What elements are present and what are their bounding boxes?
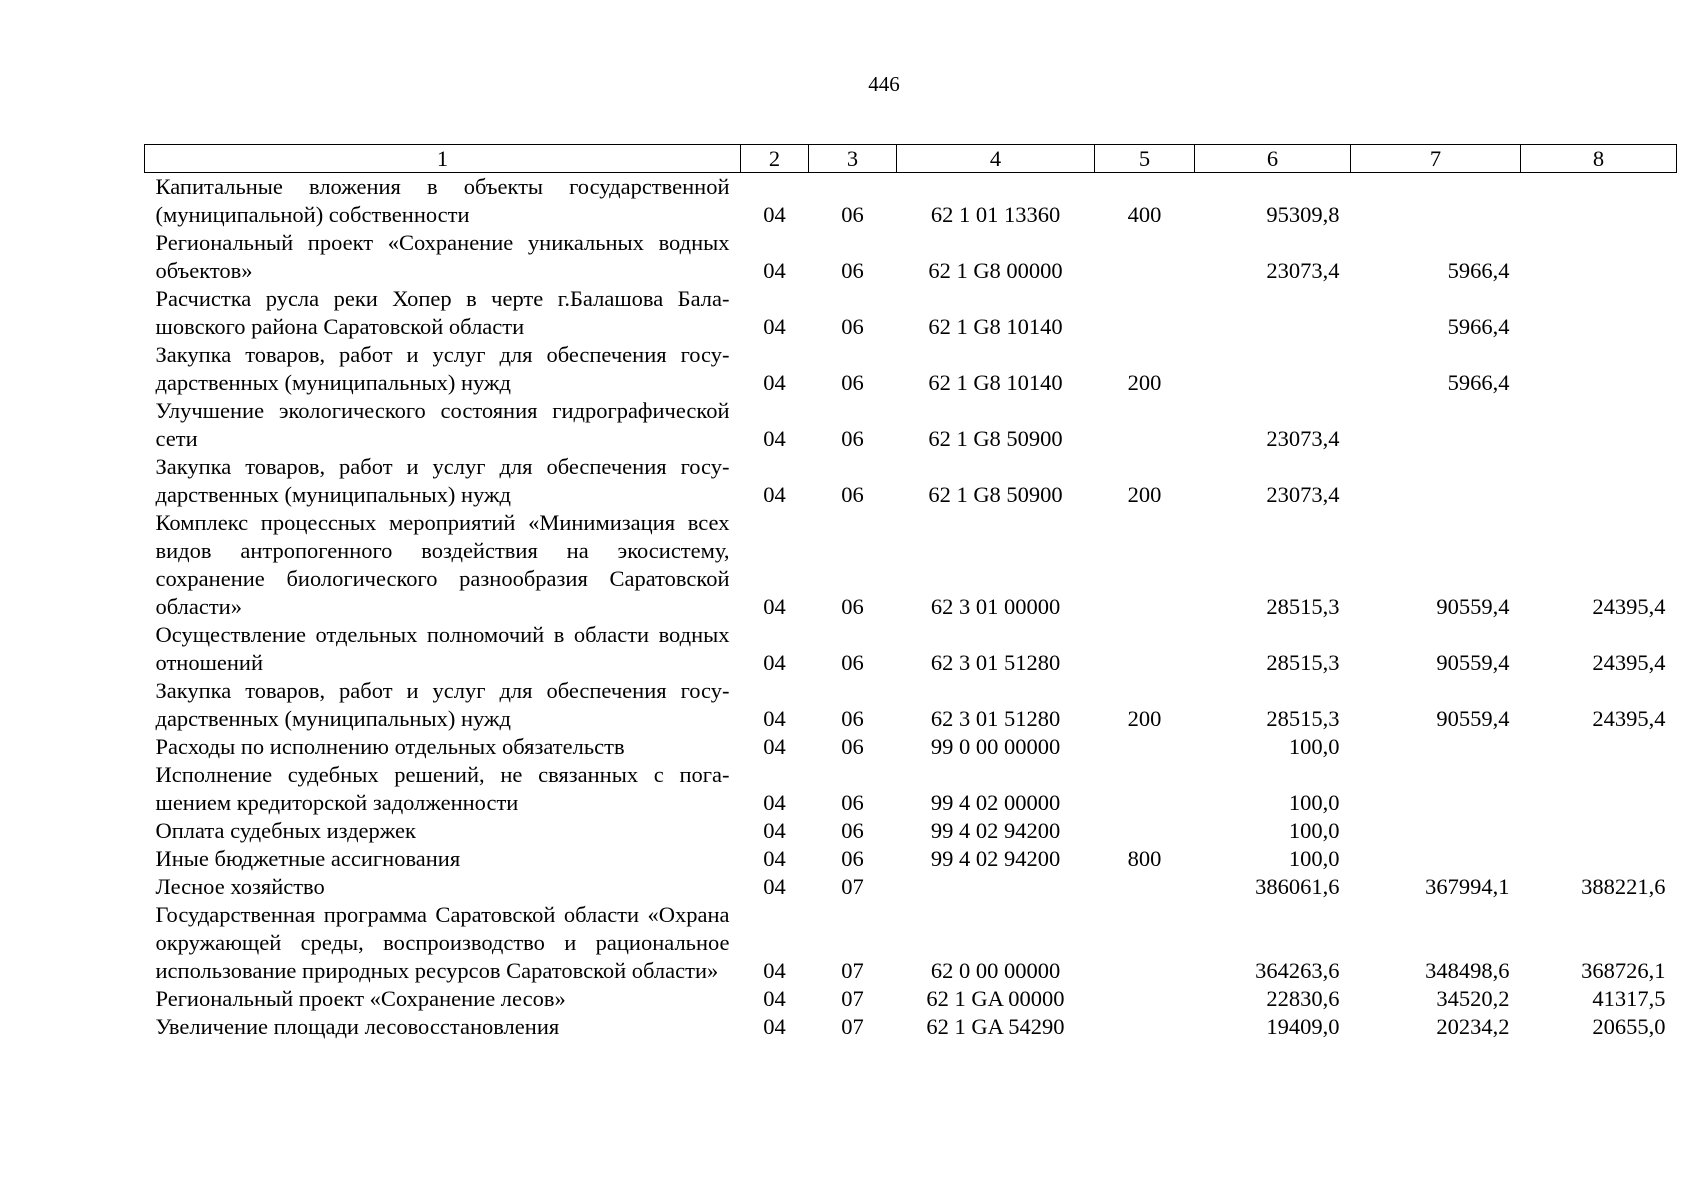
row-name: Региональный проект «Сохранение уникальных водных объектов» (155, 230, 730, 283)
section-code: 04 (763, 790, 786, 815)
table-row (145, 733, 1677, 761)
amount-col-7: 20234,2 (1436, 1014, 1510, 1039)
amount-col-6: 19409,0 (1266, 1014, 1340, 1039)
amount-col-7: 90559,4 (1436, 594, 1510, 619)
amount-col-8 (1521, 397, 1677, 453)
header-cell: 2 (741, 145, 809, 173)
amount-col-6: 100,0 (1288, 846, 1340, 871)
section-code: 04 (763, 874, 786, 899)
subsection-code: 07 (841, 986, 864, 1011)
amount-col-6: 100,0 (1288, 818, 1340, 843)
section-code: 04 (763, 314, 786, 339)
row-name: Закупка товаров, работ и услуг для обеспечения государственных (муниципальных) нужд (155, 678, 730, 731)
amount-col-6 (1195, 341, 1351, 397)
table-row (145, 341, 1677, 397)
target-article-code: 62 3 01 51280 (930, 650, 1061, 675)
table-header-row (145, 145, 1677, 173)
amount-col-8: 20655,0 (1592, 1014, 1666, 1039)
amount-col-6: 28515,3 (1266, 594, 1340, 619)
target-article-code: 99 4 02 00000 (930, 790, 1061, 815)
subsection-code: 06 (841, 314, 864, 339)
amount-col-8: 41317,5 (1592, 986, 1666, 1011)
header-cell: 3 (809, 145, 897, 173)
row-name: Расходы по исполнению отдельных обязательств (155, 734, 625, 759)
table-row (145, 761, 1677, 817)
target-article-code: 62 1 GA 00000 (926, 986, 1065, 1011)
amount-col-7: 34520,2 (1436, 986, 1510, 1011)
amount-col-7 (1351, 397, 1521, 453)
section-code: 04 (763, 706, 786, 731)
subsection-code: 07 (841, 874, 864, 899)
table-row (145, 229, 1677, 285)
row-name: Региональный проект «Сохранение лесов» (155, 986, 566, 1011)
target-article-code: 62 1 GA 54290 (926, 1014, 1065, 1039)
expense-type-code (1095, 761, 1195, 817)
table-row (145, 845, 1677, 873)
amount-col-8: 368726,1 (1581, 958, 1666, 983)
expense-type-code: 200 (1127, 706, 1162, 731)
target-article-code: 62 1 G8 10140 (928, 370, 1063, 395)
section-code: 04 (763, 202, 786, 227)
table-row (145, 453, 1677, 509)
amount-col-8 (1521, 817, 1677, 845)
row-name: Лесное хозяйство (155, 874, 325, 899)
amount-col-7 (1351, 733, 1521, 761)
expense-type-code (1095, 1013, 1195, 1041)
row-name: Оплата судебных издержек (155, 818, 416, 843)
subsection-code: 07 (841, 1014, 864, 1039)
amount-col-7: 5966,4 (1447, 370, 1510, 395)
section-code: 04 (763, 370, 786, 395)
target-article-code: 99 4 02 94200 (930, 818, 1061, 843)
subsection-code: 06 (841, 790, 864, 815)
subsection-code: 06 (841, 426, 864, 451)
expense-type-code (1095, 229, 1195, 285)
target-article-code: 62 3 01 51280 (930, 706, 1061, 731)
section-code: 04 (763, 958, 786, 983)
section-code: 04 (763, 734, 786, 759)
section-code: 04 (763, 594, 786, 619)
amount-col-7 (1351, 453, 1521, 509)
amount-col-7 (1351, 817, 1521, 845)
table-row (145, 901, 1677, 985)
table-row (145, 1013, 1677, 1041)
row-name: Закупка товаров, работ и услуг для обеспечения государственных (муниципальных) нужд (155, 454, 730, 507)
table-row (145, 173, 1677, 230)
subsection-code: 06 (841, 846, 864, 871)
amount-col-8: 388221,6 (1581, 874, 1666, 899)
target-article-code (897, 873, 1095, 901)
expense-type-code: 200 (1127, 370, 1162, 395)
amount-col-6: 28515,3 (1266, 706, 1340, 731)
target-article-code: 62 0 00 00000 (930, 958, 1061, 983)
page-number: 446 (868, 72, 900, 96)
amount-col-6: 23073,4 (1266, 258, 1340, 283)
amount-col-7: 90559,4 (1436, 706, 1510, 731)
target-article-code: 99 4 02 94200 (930, 846, 1061, 871)
subsection-code: 06 (841, 202, 864, 227)
header-cell: 7 (1351, 145, 1521, 173)
row-name: Улучшение экологического состояния гидрографической сети (155, 398, 730, 451)
expense-type-code (1095, 285, 1195, 341)
amount-col-6: 23073,4 (1266, 426, 1340, 451)
target-article-code: 62 1 01 13360 (930, 202, 1061, 227)
row-name: Расчистка русла реки Хопер в черте г.Балашова Балашовского района Саратовской области (155, 286, 730, 339)
subsection-code: 06 (841, 650, 864, 675)
amount-col-7: 5966,4 (1447, 314, 1510, 339)
header-cell: 4 (897, 145, 1095, 173)
amount-col-6: 22830,6 (1266, 986, 1340, 1011)
row-name: Иные бюджетные ассигнования (155, 846, 461, 871)
target-article-code: 62 1 G8 50900 (928, 482, 1063, 507)
amount-col-6: 100,0 (1288, 734, 1340, 759)
section-code: 04 (763, 986, 786, 1011)
expense-type-code (1095, 509, 1195, 621)
row-name: Закупка товаров, работ и услуг для обеспечения государственных (муниципальных) нужд (155, 342, 730, 395)
table-row (145, 397, 1677, 453)
amount-col-7 (1351, 845, 1521, 873)
amount-col-8: 24395,4 (1592, 594, 1666, 619)
table-row (145, 985, 1677, 1013)
section-code: 04 (763, 1014, 786, 1039)
table-row (145, 817, 1677, 845)
table-row (145, 677, 1677, 733)
row-name: Государственная программа Саратовской области «Охрана окружающей среды, воспроизводство и рациональное использование природных ресурсов Саратовской области» (155, 902, 730, 983)
row-name: Увеличение площади лесовосстановления (155, 1014, 560, 1039)
target-article-code: 62 1 G8 00000 (928, 258, 1063, 283)
target-article-code: 99 0 00 00000 (930, 734, 1061, 759)
amount-col-8: 24395,4 (1592, 650, 1666, 675)
amount-col-7: 5966,4 (1447, 258, 1510, 283)
amount-col-6: 95309,8 (1266, 202, 1340, 227)
row-name: Исполнение судебных решений, не связанных с погашением кредиторской задолженности (155, 762, 730, 815)
amount-col-8 (1521, 761, 1677, 817)
expense-type-code: 400 (1127, 202, 1162, 227)
expense-type-code (1095, 901, 1195, 985)
expense-type-code (1095, 621, 1195, 677)
subsection-code: 07 (841, 958, 864, 983)
amount-col-7: 348498,6 (1425, 958, 1510, 983)
target-article-code: 62 3 01 00000 (930, 594, 1061, 619)
subsection-code: 06 (841, 482, 864, 507)
section-code: 04 (763, 258, 786, 283)
expense-type-code (1095, 873, 1195, 901)
amount-col-7: 367994,1 (1425, 874, 1510, 899)
expense-type-code: 800 (1127, 846, 1162, 871)
amount-col-7 (1351, 173, 1521, 230)
subsection-code: 06 (841, 370, 864, 395)
amount-col-6: 23073,4 (1266, 482, 1340, 507)
table-row (145, 285, 1677, 341)
subsection-code: 06 (841, 706, 864, 731)
header-cell: 8 (1521, 145, 1677, 173)
target-article-code: 62 1 G8 10140 (928, 314, 1063, 339)
section-code: 04 (763, 818, 786, 843)
header-cell: 1 (145, 145, 741, 173)
table-body (145, 173, 1677, 1042)
header-cell: 6 (1195, 145, 1351, 173)
amount-col-8 (1521, 733, 1677, 761)
table-row (145, 509, 1677, 621)
expense-type-code (1095, 733, 1195, 761)
subsection-code: 06 (841, 258, 864, 283)
amount-col-6: 100,0 (1288, 790, 1340, 815)
amount-col-6: 28515,3 (1266, 650, 1340, 675)
amount-col-6: 386061,6 (1255, 874, 1340, 899)
target-article-code: 62 1 G8 50900 (928, 426, 1063, 451)
subsection-code: 06 (841, 734, 864, 759)
section-code: 04 (763, 426, 786, 451)
amount-col-6 (1195, 285, 1351, 341)
budget-table (144, 144, 1677, 1041)
expense-type-code (1095, 397, 1195, 453)
row-name: Комплекс процессных мероприятий «Минимизация всех видов антропогенного воздействия на экосистему, сохранение биологического разнообразия Саратовской области» (155, 510, 730, 619)
expense-type-code: 200 (1127, 482, 1162, 507)
table-row (145, 873, 1677, 901)
header-cell: 5 (1095, 145, 1195, 173)
expense-type-code (1095, 985, 1195, 1013)
expense-type-code (1095, 817, 1195, 845)
amount-col-8 (1521, 173, 1677, 230)
amount-col-8 (1521, 285, 1677, 341)
amount-col-6: 364263,6 (1255, 958, 1340, 983)
amount-col-8 (1521, 845, 1677, 873)
amount-col-8 (1521, 453, 1677, 509)
amount-col-8 (1521, 229, 1677, 285)
amount-col-7 (1351, 761, 1521, 817)
subsection-code: 06 (841, 818, 864, 843)
subsection-code: 06 (841, 594, 864, 619)
section-code: 04 (763, 482, 786, 507)
row-name: Капитальные вложения в объекты государственной (муниципальной) собственности (155, 174, 730, 227)
section-code: 04 (763, 650, 786, 675)
table-row (145, 621, 1677, 677)
amount-col-7: 90559,4 (1436, 650, 1510, 675)
row-name: Осуществление отдельных полномочий в области водных отношений (155, 622, 730, 675)
amount-col-8 (1521, 341, 1677, 397)
section-code: 04 (763, 846, 786, 871)
amount-col-8: 24395,4 (1592, 706, 1666, 731)
